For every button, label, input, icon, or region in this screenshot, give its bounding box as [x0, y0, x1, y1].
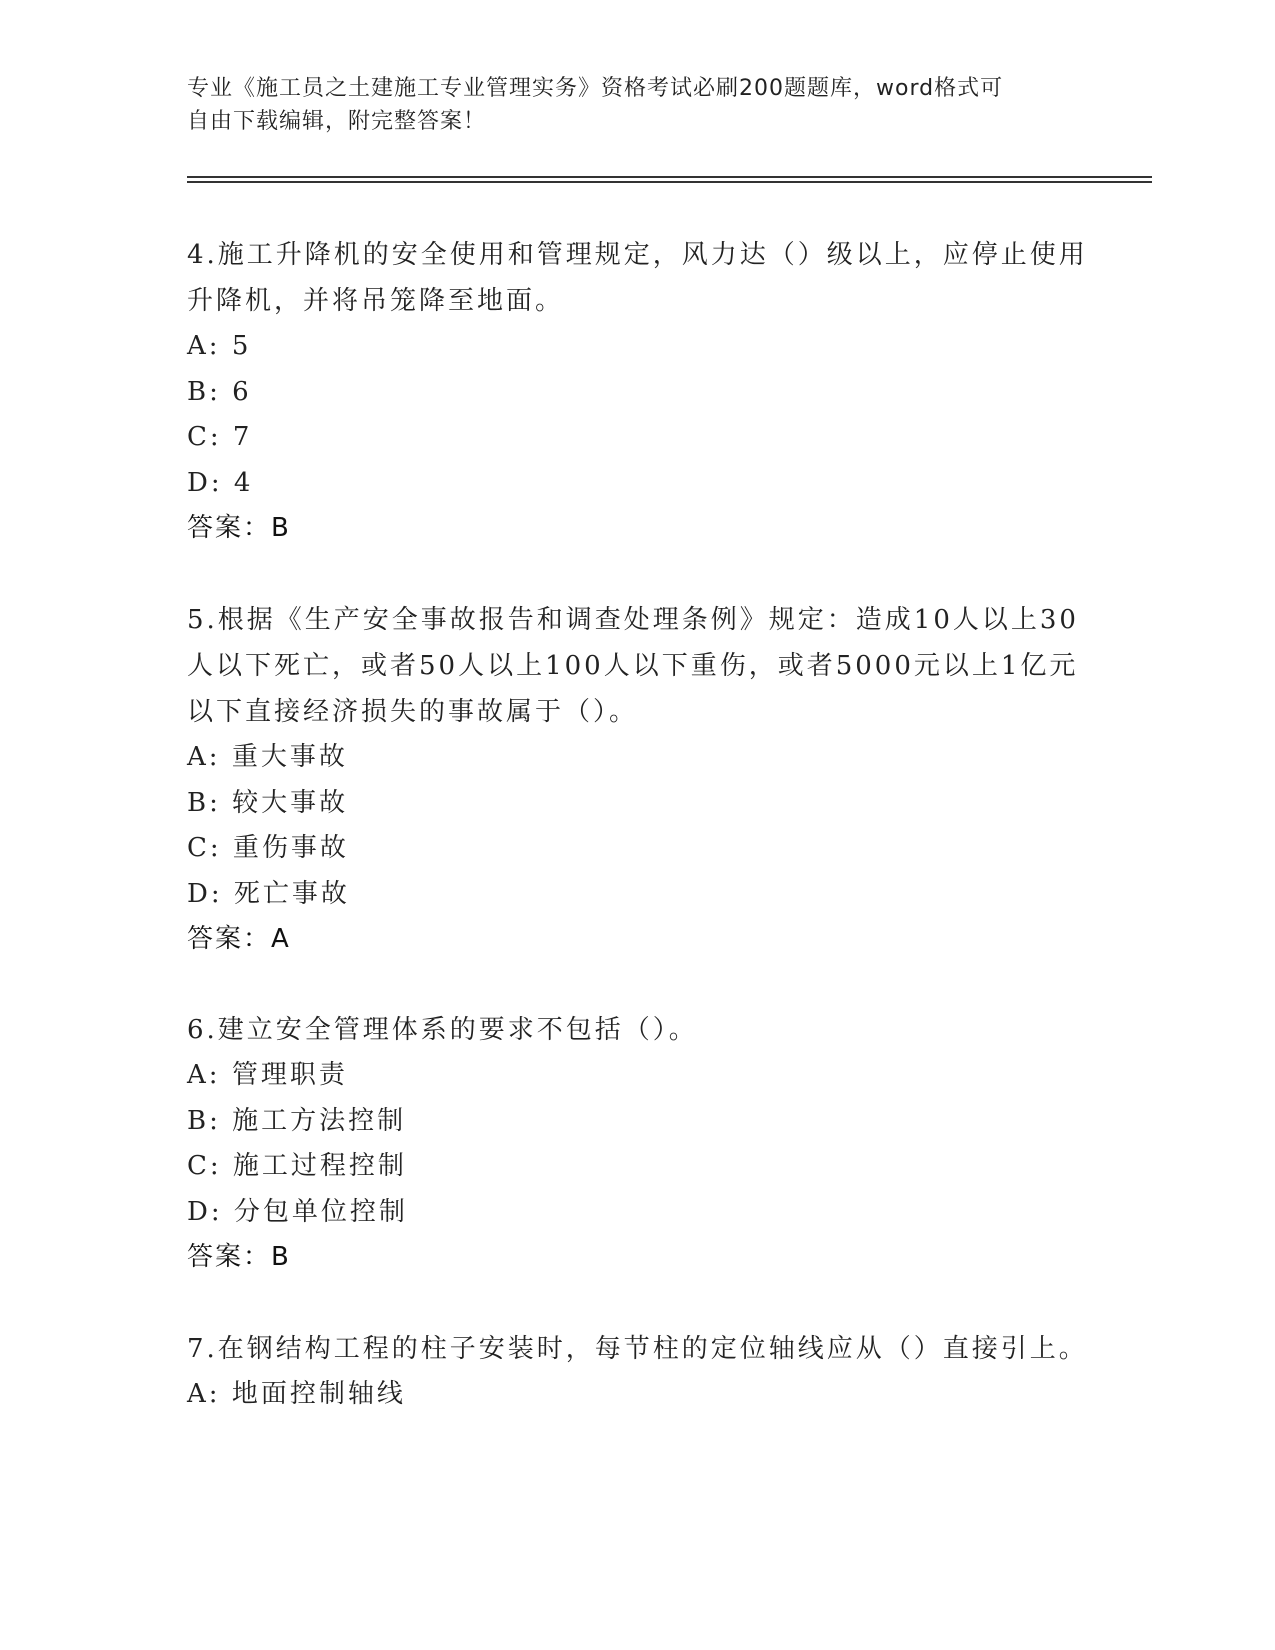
option-label: B: — [187, 1105, 221, 1136]
question-stem: 6.建立安全管理体系的要求不包括（）。 — [187, 1015, 698, 1045]
option-label: B: — [187, 787, 221, 818]
option-text: 施工方法控制 — [232, 1105, 407, 1136]
header-divider-bottom — [187, 181, 1152, 183]
option-text: 6 — [232, 376, 252, 407]
option-c — [187, 1144, 1092, 1190]
question-6 — [187, 1007, 1092, 1280]
option-text: 5 — [231, 331, 252, 361]
answer: 答案：B — [187, 1242, 291, 1272]
document-header — [187, 72, 1087, 138]
option-label: D: — [187, 467, 223, 498]
option-text: 较大事故 — [232, 787, 349, 818]
option-label: C: — [187, 422, 222, 452]
option-text: 重伤事故 — [232, 833, 349, 863]
option-text: 死亡事故 — [233, 878, 350, 909]
option-text: 施工过程控制 — [232, 1151, 407, 1181]
option-label: B: — [187, 376, 221, 407]
option-text: 分包单位控制 — [233, 1196, 408, 1227]
question-4 — [187, 232, 1092, 551]
answer: 答案：B — [187, 513, 291, 543]
header-divider-top — [187, 176, 1152, 178]
option-d — [187, 872, 1092, 918]
option-b — [187, 1099, 1092, 1145]
question-stem: 4.施工升降机的安全使用和管理规定，风力达（）级以上，应停止使用升降机，并将吊笼降至地面。 — [187, 240, 1088, 316]
question-stem: 7.在钢结构工程的柱子安装时，每节柱的定位轴线应从（）直接引上。 — [187, 1334, 1088, 1364]
option-label: C: — [187, 833, 222, 863]
option-c — [187, 826, 1092, 872]
option-b — [187, 370, 1092, 416]
option-text: 重大事故 — [231, 742, 348, 772]
option-a — [187, 324, 1092, 370]
option-d — [187, 1190, 1092, 1236]
question-7 — [187, 1326, 1092, 1418]
option-label: C: — [187, 1151, 222, 1181]
option-text: 7 — [232, 422, 253, 452]
option-label: A: — [187, 331, 221, 361]
option-label: A: — [187, 1060, 221, 1090]
option-label: D: — [187, 1196, 223, 1227]
option-text: 地面控制轴线 — [231, 1379, 406, 1409]
option-label: A: — [187, 742, 221, 772]
question-5 — [187, 597, 1092, 962]
option-d — [187, 461, 1092, 507]
option-text: 管理职责 — [231, 1060, 348, 1090]
option-a — [187, 1372, 1092, 1418]
option-c — [187, 415, 1092, 461]
option-b — [187, 781, 1092, 827]
answer: 答案：A — [187, 924, 291, 954]
question-stem: 5.根据《生产安全事故报告和调查处理条例》规定：造成10人以上30人以下死亡，或者50人以上100人以下重伤，或者5000元以上1亿元以下直接经济损失的事故属于（）。 — [187, 605, 1079, 727]
option-label: A: — [187, 1379, 221, 1409]
option-text: 4 — [233, 467, 254, 498]
option-a — [187, 1053, 1092, 1099]
header-line-1: 专业《施工员之土建施工专业管理实务》资格考试必刷200题题库，word格式可 — [187, 76, 1004, 101]
option-label: D: — [187, 878, 223, 909]
option-a — [187, 735, 1092, 781]
header-line-2: 自由下载编辑，附完整答案！ — [187, 109, 487, 134]
